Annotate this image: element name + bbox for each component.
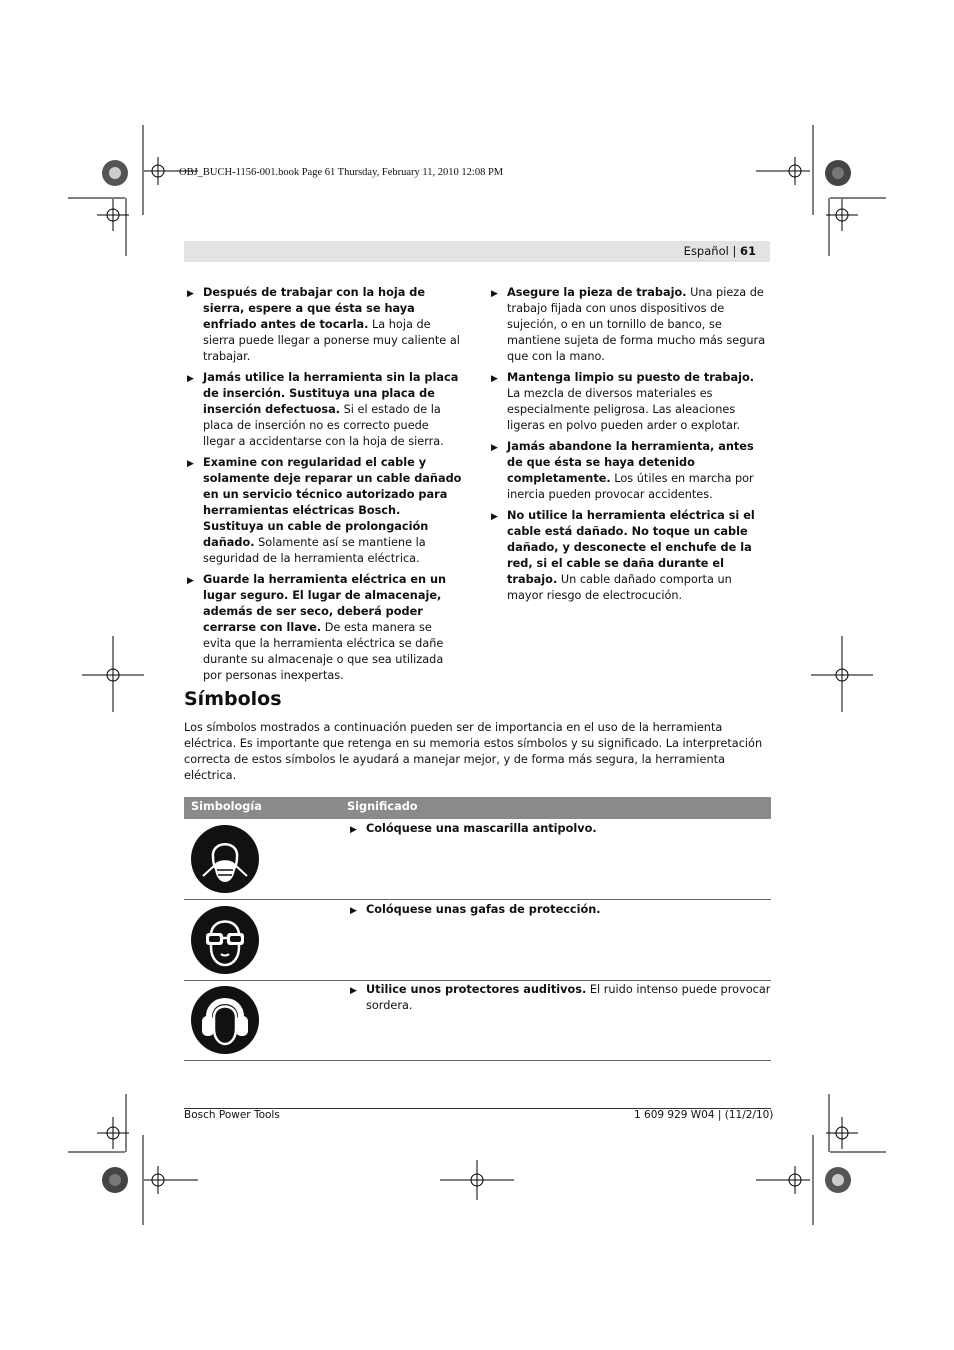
table-header — [184, 797, 771, 819]
list-item: ▶ Jamás abandone la herramienta, antes de que ésta se haya detenido completamente. Los útiles en marcha por inercia pueden provocar accidentes. — [491, 440, 754, 501]
table-row — [184, 819, 771, 900]
header-separator: | — [732, 244, 737, 258]
triangle-bullet-icon: ▶ — [491, 512, 498, 522]
section-title: Símbolos — [184, 688, 282, 710]
page-header — [184, 241, 770, 262]
triangle-bullet-icon: ▶ — [187, 576, 194, 586]
list-item: ▶ Jamás utilice la herramienta sin la placa de inserción. Sustituya una placa de inserción defectuosa. Si el estado de la placa de inserción no es correcto puede llegar a accidentarse con la hoja de sierra. — [187, 371, 459, 448]
dust-mask-icon — [190, 824, 260, 894]
symbol-meaning: ▶ Colóquese una mascarilla antipolvo. — [348, 821, 786, 837]
triangle-bullet-icon: ▶ — [491, 443, 498, 453]
triangle-bullet-icon: ▶ — [187, 374, 194, 384]
footer-doc-number: 1 609 929 W04 | (11/2/10) — [634, 1109, 774, 1121]
list-item: ▶ Guarde la herramienta eléctrica en un lugar seguro. El lugar de almacenaje, además de ser seco, deberá poder cerrarse con llave. De esta manera se evita que la herramienta eléctrica se dañe durante su almacenaje o que sea utilizada por personas inexpertas. — [187, 573, 447, 682]
symbol-meaning: ▶ Utilice unos protectores auditivos. El ruido intenso puede provocar sordera. — [350, 983, 771, 1012]
right-column — [489, 285, 767, 609]
triangle-bullet-icon: ▶ — [350, 906, 357, 916]
header-text — [684, 244, 756, 258]
table-row — [184, 900, 771, 981]
footer-brand: Bosch Power Tools — [184, 1109, 280, 1121]
list-item: ▶ Mantenga limpio su puesto de trabajo. La mezcla de diversos materiales es especialmente peligrosa. Las aleaciones ligeras en polvo pueden arder o explotar. — [491, 371, 755, 432]
triangle-bullet-icon: ▶ — [491, 289, 498, 299]
triangle-bullet-icon: ▶ — [350, 825, 357, 835]
column-header-meaning: Significado — [347, 800, 418, 813]
triangle-bullet-icon: ▶ — [187, 289, 194, 299]
triangle-bullet-icon: ▶ — [491, 374, 498, 384]
ear-protection-icon — [190, 985, 260, 1055]
column-header-symbol: Simbología — [191, 800, 262, 813]
list-item: ▶ No utilice la herramienta eléctrica si el cable está dañado. No toque un cable dañado, y desconecte el enchufe de la red, si el cable se daña durante el trabajo. Un cable dañado comporta un mayor riesgo de electrocución. — [491, 509, 755, 602]
table-row — [184, 980, 771, 1061]
book-info-line: OBJ_BUCH-1156-001.book Page 61 Thursday, February 11, 2010 12:08 PM — [179, 167, 504, 178]
symbol-meaning: ▶ Colóquese unas gafas de protección. — [348, 902, 786, 918]
safety-goggles-icon — [190, 905, 260, 975]
list-item: ▶ Examine con regularidad el cable y solamente deje reparar un cable dañado en un servicio técnico autorizado para herramientas eléctricas Bosch. Sustituya un cable de prolongación dañado. Solamente así se mantiene la seguridad de la herramienta eléctrica. — [187, 456, 462, 565]
header-language: Español — [683, 244, 729, 258]
page-number: 61 — [739, 244, 756, 258]
list-item: ▶ Después de trabajar con la hoja de sierra, espere a que ésta se haya enfriado antes de tocarla. La hoja de sierra puede llegar a ponerse muy caliente al trabajar. — [187, 286, 460, 363]
triangle-bullet-icon: ▶ — [350, 986, 357, 996]
list-item: ▶ Asegure la pieza de trabajo. Una pieza de trabajo fijada con unos dispositivos de sujeción, o en un tornillo de banco, se mantiene sujeta de forma mucho más segura que con la mano. — [491, 286, 766, 363]
left-column — [185, 285, 463, 689]
section-intro: Los símbolos mostrados a continuación pueden ser de importancia en el uso de la herramienta eléctrica. Es importante que retenga en su memoria estos símbolos y su significado. La interpretación correcta de estos símbolos le ayudará a manejar mejor, y de forma más segura, la herramienta eléctrica. — [184, 721, 763, 782]
triangle-bullet-icon: ▶ — [187, 459, 194, 469]
